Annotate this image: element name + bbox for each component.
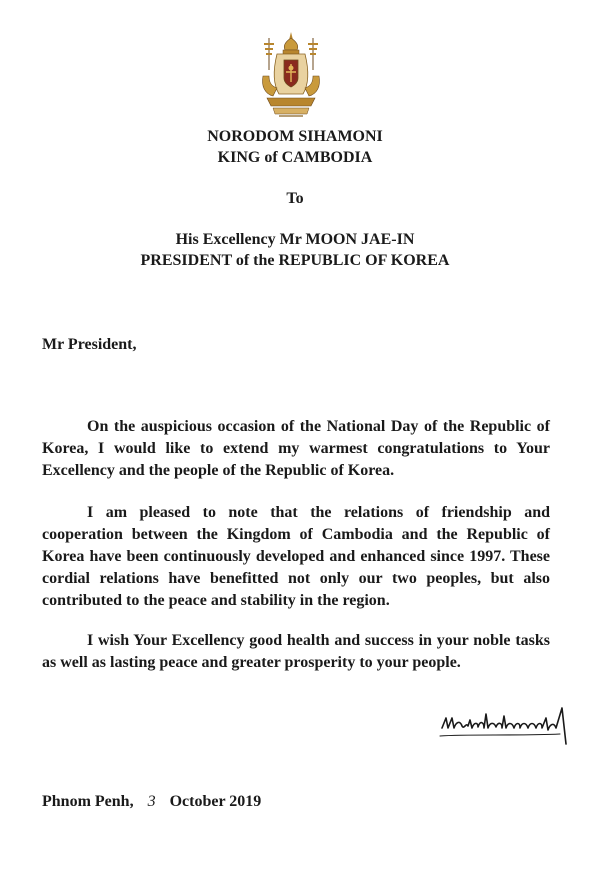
place-and-date [42,793,261,811]
month-year: October 2019 [169,793,262,810]
paragraph-relations: I am pleased to note that the relations of friendship and cooperation between the Kingdom of Cambodia and the Republic of Korea have been continuously developed and enhanced since 1997. These cordial relations have benefitted not only our two peoples, but also contributed to the peace and stability in the region. [42,504,550,609]
recipient-name: His Excellency Mr MOON JAE-IN [175,231,415,248]
salutation: Mr President, [42,336,137,353]
recipient-title: PRESIDENT of the REPUBLIC OF KOREA [140,252,450,269]
royal-arms-emblem-icon [255,30,327,120]
handwritten-signature [438,700,578,750]
day-handwritten: 3 [147,793,156,810]
paragraph-wishes: I wish Your Excellency good health and success in your noble tasks as well as lasting peace and greater prosperity to your people. [42,632,550,671]
place: Phnom Penh, [42,793,134,810]
sender-name: NORODOM SIHAMONI [207,128,383,145]
to-label: To [286,190,304,207]
sender-title: KING of CAMBODIA [217,149,373,166]
paragraph-congratulations: On the auspicious occasion of the National Day of the Republic of Korea, I would like to extend my warmest congratulations to Your Excellency and the people of the Republic of Korea. [42,418,550,479]
